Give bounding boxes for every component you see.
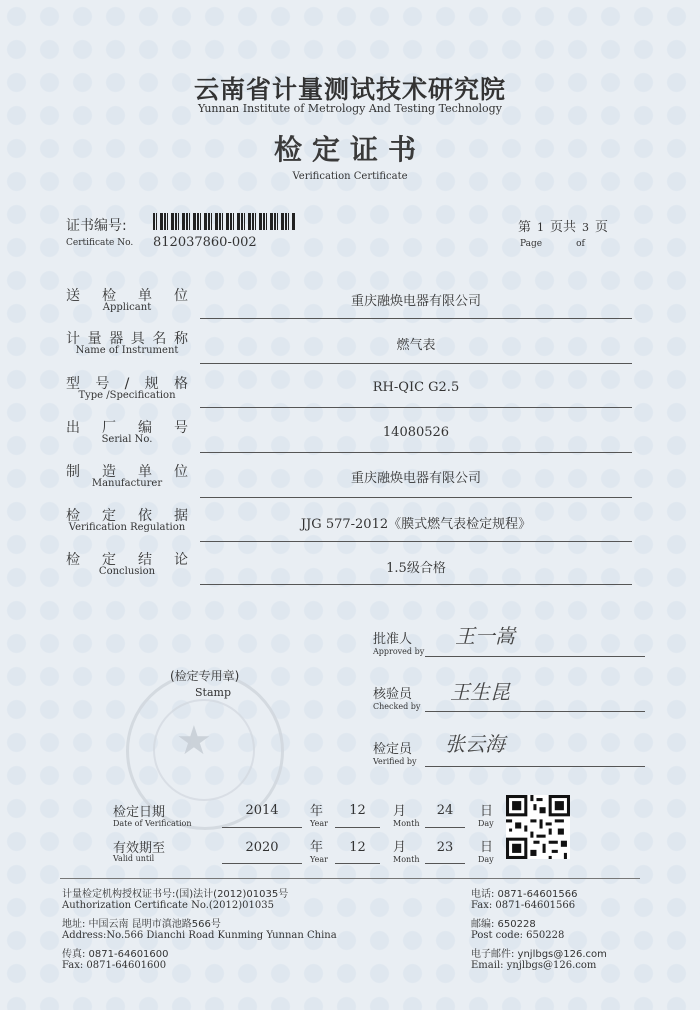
certificate-title-cn: 检定证书 (273, 133, 426, 166)
year-unit-cn: 年 (310, 804, 324, 819)
field-serial-label-cn: 出厂编号 (66, 420, 188, 436)
field-instrument-label-cn: 计量器具名称 (66, 331, 188, 347)
approved-label-en: Approved by (373, 647, 425, 656)
page-indicator: 第 1 页共 3 页 (518, 220, 609, 235)
footer-fax-cn: 传真: 0871-64601600 (62, 949, 169, 960)
verification-year: 2014 (245, 803, 279, 818)
footer-email-cn: 电子邮件: ynjlbgs@126.com (471, 949, 607, 960)
footer-post-cn: 邮编: 650228 (471, 919, 536, 930)
verification-month: 12 (349, 803, 366, 818)
footer-email-en: Email: ynjlbgs@126.com (471, 960, 597, 971)
month-unit-cn: 月 (393, 840, 407, 855)
field-applicant-label-cn: 送检单位 (66, 288, 188, 304)
institute-name-cn: 云南省计量测试技术研究院 (193, 75, 506, 104)
certificate-title-en: Verification Certificate (292, 171, 408, 182)
checked-label-cn: 核验员 (373, 687, 413, 702)
field-type-value: RH-QIC G2.5 (372, 380, 460, 395)
approved-label-cn: 批准人 (373, 632, 413, 647)
month-unit-en: Month (393, 855, 420, 864)
field-underline (200, 318, 632, 319)
verification-date-label-en: Date of Verification (113, 819, 192, 828)
field-underline (200, 407, 632, 408)
field-instrument-value: 燃气表 (396, 338, 436, 353)
footer-tel-en: Fax: 0871-64601566 (471, 900, 576, 911)
verification-date-label-cn: 检定日期 (113, 805, 166, 820)
date-underline (335, 863, 380, 864)
field-underline (200, 541, 632, 542)
field-conclusion-label-cn: 检定结论 (66, 552, 188, 568)
field-underline (200, 584, 632, 585)
footer-address-en: Address:No.566 Dianchi Road Kunming Yunnan China (62, 930, 337, 941)
field-type-label-en: Type /Specification (78, 390, 176, 401)
footer-address-cn: 地址: 中国云南 昆明市滇池路566号 (62, 919, 221, 930)
field-manufacturer-label-cn: 制造单位 (66, 464, 188, 480)
field-serial-value: 14080526 (382, 425, 450, 440)
verified-label-en: Verified by (373, 757, 417, 766)
verification-day: 24 (436, 803, 454, 818)
footer-fax-en: Fax: 0871-64601600 (62, 960, 167, 971)
field-manufacturer-value: 重庆融焕电器有限公司 (350, 471, 481, 486)
page-indicator-en: Page of (520, 239, 585, 249)
field-regulation-label-cn: 检定依据 (66, 508, 188, 524)
valid-until-label-cn: 有效期至 (113, 841, 166, 856)
field-underline (200, 497, 632, 498)
valid-month: 12 (349, 840, 366, 855)
year-unit-en: Year (310, 855, 328, 864)
cert-no-value: 812037860-002 (153, 235, 257, 250)
field-conclusion-label-en: Conclusion (98, 566, 156, 577)
date-underline (425, 827, 465, 828)
year-unit-en: Year (310, 819, 328, 828)
footer-auth-cn: 计量检定机构授权证书号:(国)法计(2012)01035号 (62, 889, 289, 900)
date-underline (222, 863, 302, 864)
cert-no-label-en: Certificate No. (66, 238, 134, 248)
valid-day: 23 (436, 840, 454, 855)
barcode (153, 213, 295, 230)
valid-until-label-en: Valid until (113, 854, 155, 863)
day-unit-en: Day (478, 819, 494, 828)
verified-label-cn: 检定员 (373, 742, 413, 757)
month-unit-en: Month (393, 819, 420, 828)
field-serial-label-en: Serial No. (101, 434, 153, 445)
star-icon: ★ (176, 718, 212, 764)
month-unit-cn: 月 (393, 804, 407, 819)
field-manufacturer-label-en: Manufacturer (91, 478, 163, 489)
field-conclusion-value: 1.5级合格 (386, 561, 446, 576)
institute-name-en: Yunnan Institute of Metrology And Testing Technology (198, 102, 502, 115)
signature-line (425, 656, 645, 657)
field-regulation-label-en: Verification Regulation (68, 522, 186, 533)
qr-code-icon (506, 795, 570, 859)
field-underline (200, 452, 632, 453)
field-underline (200, 363, 632, 364)
field-type-label-cn: 型号/规格 (66, 376, 188, 392)
cert-no-label-cn: 证书编号: (66, 218, 127, 234)
day-unit-cn: 日 (480, 804, 494, 819)
field-instrument-label-en: Name of Instrument (75, 345, 179, 356)
footer-auth-en: Authorization Certificate No.(2012)01035 (62, 900, 274, 911)
checked-label-en: Checked by (373, 702, 421, 711)
field-applicant-label-en: Applicant (102, 302, 152, 313)
stamp-label-en: Stamp (195, 686, 231, 699)
date-underline (425, 863, 465, 864)
checked-signature: 王生昆 (450, 680, 510, 704)
verified-signature: 张云海 (445, 732, 505, 756)
day-unit-cn: 日 (480, 840, 494, 855)
stamp-label-cn: (检定专用章) (170, 669, 240, 683)
signature-line (425, 711, 645, 712)
footer-divider (60, 878, 640, 879)
footer-tel-cn: 电话: 0871-64601566 (471, 889, 578, 900)
field-applicant-value: 重庆融焕电器有限公司 (350, 294, 481, 309)
date-underline (222, 827, 302, 828)
signature-line (425, 766, 645, 767)
footer-post-en: Post code: 650228 (471, 930, 565, 941)
field-regulation-value: JJG 577-2012《膜式燃气表检定规程》 (300, 517, 532, 532)
approved-signature: 王一嵩 (455, 624, 515, 648)
day-unit-en: Day (478, 855, 494, 864)
year-unit-cn: 年 (310, 840, 324, 855)
valid-year: 2020 (245, 840, 279, 855)
date-underline (335, 827, 380, 828)
